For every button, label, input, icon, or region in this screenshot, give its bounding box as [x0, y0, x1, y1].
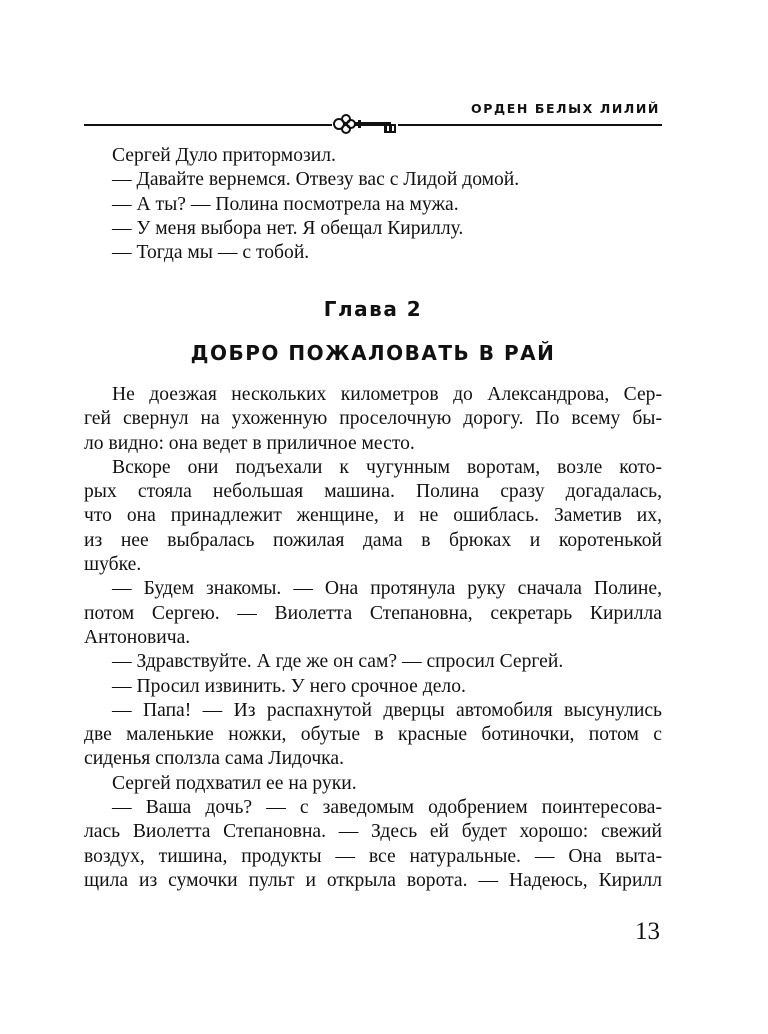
text-block-main: [84, 383, 662, 893]
paragraph-line: ло видно: она ведет в приличное место.: [84, 432, 415, 454]
paragraph-line: — Тогда мы — с тобой.: [112, 242, 310, 264]
paragraph-line: — Будем знакомы. — Она протянула руку сначала Полине,: [112, 578, 662, 600]
paragraph-line: Сергей подхватил ее на руки.: [112, 772, 357, 794]
chapter-number: Глава 2: [323, 297, 423, 321]
paragraph-line: лась Виолетта Степановна. — Здесь ей будет хорошо: свежий: [84, 821, 662, 843]
paragraph-line: Вскоре они подъехали к чугунным воротам, возле кото-: [112, 456, 662, 478]
paragraph-line: воздух, тишина, продукты — все натуральные. — Она выта-: [84, 845, 662, 867]
chapter-title: ДОБРО ПОЖАЛОВАТЬ В РАЙ: [190, 341, 556, 365]
paragraph-line: — У меня выбора нет. Я обещал Кириллу.: [112, 217, 464, 239]
paragraph-line: из нее выбралась пожилая дама в брюках и коротенькой: [84, 529, 662, 551]
paragraph-line: — Давайте вернемся. Отвезу вас с Лидой домой.: [112, 169, 520, 191]
paragraph-line: — Ваша дочь? — с заведомым одобрением поинтересова-: [112, 797, 662, 819]
running-title: ОРДЕН БЕЛЫХ ЛИЛИЙ: [470, 101, 660, 116]
paragraph-line: шубке.: [84, 554, 142, 576]
key-icon: [330, 112, 402, 136]
paragraph-line: потом Сергею. — Виолетта Степановна, секретарь Кирилла: [84, 602, 662, 624]
paragraph-line: — Здравствуйте. А где же он сам? — спросил Сергей.: [112, 651, 564, 673]
paragraph-line: Антоновича.: [84, 626, 191, 648]
text-block-top: [84, 144, 662, 265]
paragraph-line: сиденья сползла сама Лидочка.: [84, 748, 344, 770]
paragraph-line: — А ты? — Полина посмотрела на мужа.: [112, 193, 459, 215]
paragraph-line: что она принадлежит женщине, и не ошиблась. Заметив их,: [84, 505, 662, 527]
paragraph-line: рых стояла небольшая машина. Полина сразу догадалась,: [84, 481, 662, 503]
paragraph-line: — Папа! — Из распахнутой дверцы автомобиля высунулись: [112, 699, 662, 721]
page-number: 13: [635, 918, 660, 945]
paragraph-line: щила из сумочки пульт и открыла ворота. — Надеюсь, Кирилл: [84, 869, 662, 891]
paragraph-line: — Просил извинить. У него срочное дело.: [112, 675, 466, 697]
header-rule-right: [398, 124, 662, 126]
paragraph-line: гей свернул на ухоженную проселочную дорогу. По всему бы-: [84, 408, 662, 430]
paragraph-line: Сергей Дуло притормозил.: [112, 145, 336, 166]
paragraph-line: две маленькие ножки, обутые в красные ботиночки, потом с: [84, 724, 662, 746]
header-rule-left: [84, 124, 332, 126]
paragraph-line: Не доезжая нескольких километров до Александрова, Сер-: [112, 384, 662, 405]
